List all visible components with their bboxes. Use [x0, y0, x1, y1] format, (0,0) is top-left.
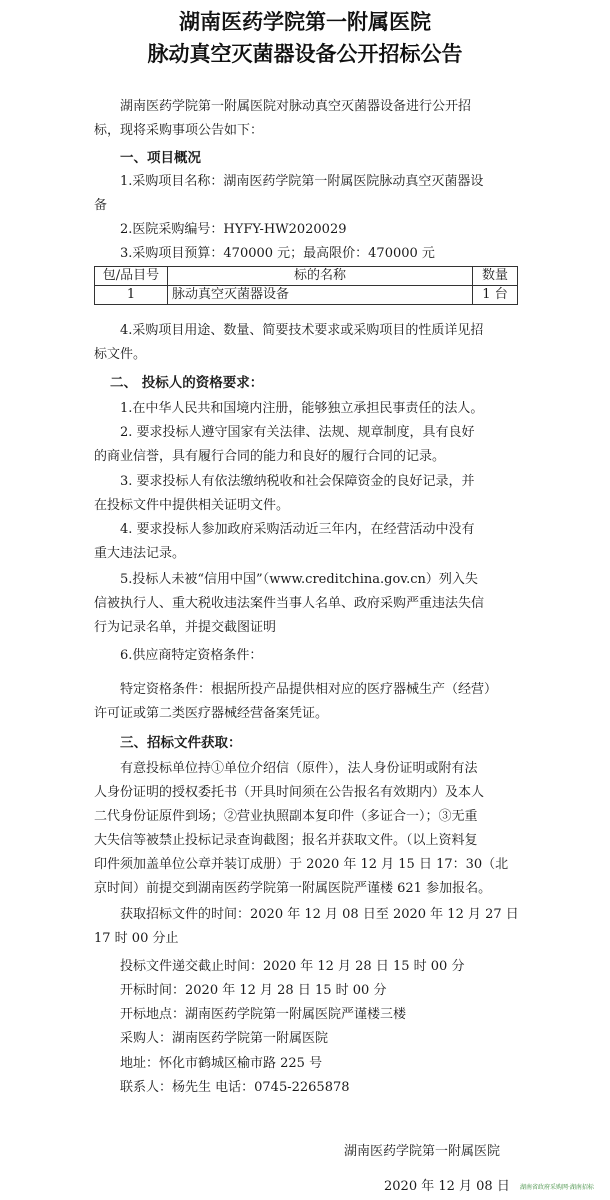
table-cell: 脉动真空灭菌器设备 [168, 286, 473, 305]
table-header-row [95, 267, 518, 286]
requirement-4-line2: 重大违法记录。 [94, 546, 186, 561]
requirement-3-line1: 3. 要求投标人有依法缴纳税收和社会保障资金的良好记录，并 [120, 474, 475, 489]
requirement-3-line2: 在投标文件中提供相关证明文件。 [94, 498, 290, 513]
project-name-line1: 1.采购项目名称：湖南医药学院第一附属医院脉动真空灭菌器设 [120, 174, 484, 189]
registration-line6: 京时间）前提交到湖南医药学院第一附属医院严谨楼 621 参加报名。 [94, 881, 492, 896]
section1-heading: 一、项目概况 [120, 150, 201, 166]
requirement-4-line1: 4. 要求投标人参加政府采购活动近三年内，在经营活动中没有 [120, 522, 475, 537]
signature-org: 湖南医药学院第一附属医院 [344, 1144, 501, 1159]
requirement-5-line2: 信被执行人、重大税收违法案件当事人名单、政府采购严重违法失信 [94, 596, 485, 611]
submission-deadline: 投标文件递交截止时间：2020 年 12 月 28 日 15 时 00 分 [120, 959, 465, 974]
project-usage-line2: 标文件。 [94, 347, 147, 362]
contact: 联系人：杨先生 电话：0745-2265878 [120, 1080, 350, 1095]
registration-line1: 有意投标单位持①单位介绍信（原件），法人身份证明或附有法 [120, 761, 478, 776]
registration-line5: 印件须加盖单位公章并装订成册）于 2020 年 12 月 15 日 17：30（北 [94, 857, 509, 872]
purchaser: 采购人：湖南医药学院第一附属医院 [120, 1031, 329, 1046]
page-title-line2: 脉动真空灭菌器设备公开招标公告 [147, 42, 463, 66]
table-cell: 1 [95, 286, 168, 305]
requirement-5-line3: 行为记录名单，并提交截图证明 [94, 620, 277, 635]
items-table [94, 266, 518, 305]
requirement-5-line1: 5.投标人未被“信用中国”（www.creditchina.gov.cn）列入失 [120, 572, 478, 587]
document-period-line1: 获取招标文件的时间：2020 年 12 月 08 日至 2020 年 12 月 27 日 [120, 907, 519, 922]
table-header-cell: 标的名称 [168, 267, 473, 286]
project-usage-line1: 4.采购项目用途、数量、简要技术要求或采购项目的性质详见招 [120, 323, 484, 338]
table-header-cell: 包/品目号 [95, 267, 168, 286]
intro-line1: 湖南医药学院第一附属医院对脉动真空灭菌器设备进行公开招 [120, 99, 472, 114]
procurement-number: 2.医院采购编号：HYFY-HW2020029 [120, 222, 347, 237]
table-header-cell: 数量 [473, 267, 518, 286]
registration-line2: 人身份证明的授权委托书（开具时间须在公告报名有效期内）及本人 [94, 785, 485, 800]
watermark-logo: 湖南省政府采购网·湖南招标 [520, 1184, 594, 1191]
registration-line3: 二代身份证原件到场；②营业执照副本复印件（多证合一）；③无重 [94, 809, 478, 824]
table-row [95, 286, 518, 305]
requirement-2-line1: 2. 要求投标人遵守国家有关法律、法规、规章制度，具有良好 [120, 425, 475, 440]
signature-date: 2020 年 12 月 08 日 [384, 1179, 510, 1194]
requirement-1: 1.在中华人民共和国境内注册，能够独立承担民事责任的法人。 [120, 401, 484, 416]
opening-time: 开标时间：2020 年 12 月 28 日 15 时 00 分 [120, 983, 387, 998]
opening-place: 开标地点：湖南医药学院第一附属医院严谨楼三楼 [120, 1007, 407, 1022]
project-name-line2: 备 [94, 198, 108, 213]
section2-heading: 二、 投标人的资格要求： [110, 375, 264, 391]
requirement-2-line2: 的商业信誉，具有履行合同的能力和良好的履行合同的记录。 [94, 449, 446, 464]
document-period-line2: 17 时 00 分止 [94, 931, 179, 946]
page-title-line1: 湖南医药学院第一附属医院 [179, 10, 431, 34]
requirement-6: 6.供应商特定资格条件： [120, 648, 263, 663]
registration-line4: 大失信等被禁止投标记录查询截图；报名并获取文件。（以上资料复 [94, 833, 478, 848]
special-qualification-line2: 许可证或第二类医疗器械经营备案凭证。 [94, 706, 329, 721]
table-cell: 1 台 [473, 286, 518, 305]
address: 地址：怀化市鹤城区榆市路 225 号 [120, 1056, 323, 1071]
section3-heading: 三、招标文件获取： [120, 735, 242, 751]
intro-line2: 标，现将采购事项公告如下： [94, 123, 264, 138]
special-qualification-line1: 特定资格条件：根据所投产品提供相对应的医疗器械生产（经营） [120, 682, 498, 697]
project-budget: 3.采购项目预算：470000 元；最高限价：470000 元 [120, 246, 435, 261]
